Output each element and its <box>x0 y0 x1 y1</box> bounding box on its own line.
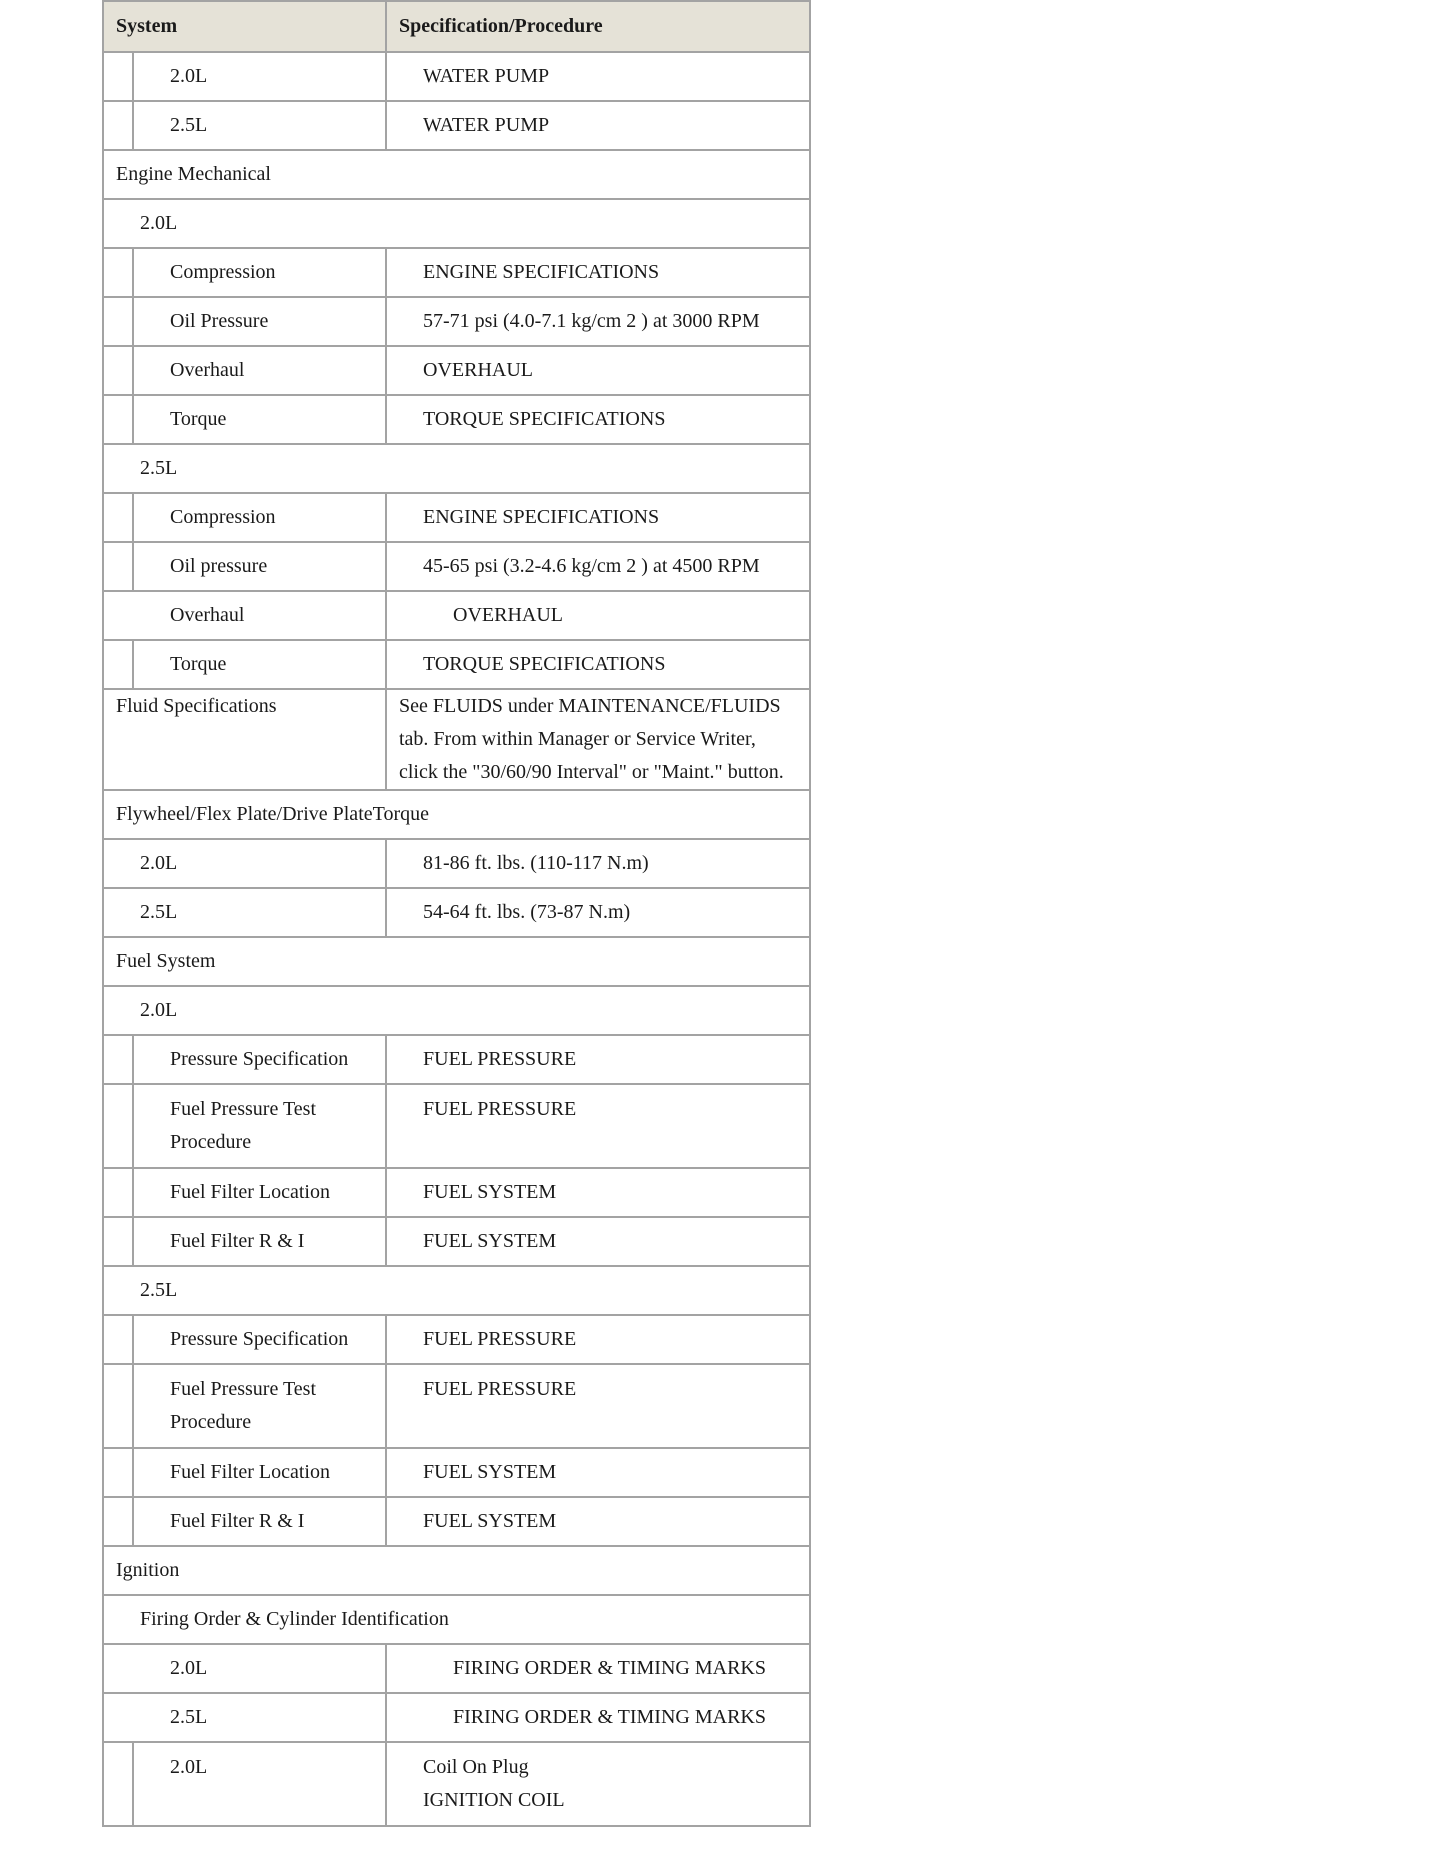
system-column-header: System <box>103 1 386 52</box>
system-cell: Fluid Specifications <box>103 689 386 790</box>
table-row <box>103 1693 810 1742</box>
spec-value: See FLUIDS under MAINTENANCE/FLUIDS tab. From within Manager or Service Writer, click the "30/60/90 Interval" or "Maint." button. <box>386 689 810 790</box>
table-row <box>103 1644 810 1693</box>
system-cell: 2.5L <box>103 1693 386 1742</box>
system-cell: Oil pressure <box>103 542 386 591</box>
system-cell: 2.0L <box>103 1644 386 1693</box>
table-row <box>103 1448 810 1497</box>
system-cell: 2.0L <box>103 839 386 888</box>
subsection-row <box>103 1595 810 1644</box>
table-row <box>103 1035 810 1084</box>
table-row <box>103 839 810 888</box>
table-row <box>103 1168 810 1217</box>
table-row <box>103 1084 810 1168</box>
system-cell: 2.5L <box>103 101 386 150</box>
section-row <box>103 1546 810 1595</box>
system-cell: Overhaul <box>103 591 386 640</box>
table-row <box>103 888 810 937</box>
spec-link[interactable]: ENGINE SPECIFICATIONS <box>386 248 810 297</box>
table-row <box>103 1742 810 1826</box>
spec-link[interactable]: FUEL PRESSURE <box>386 1364 810 1448</box>
table-row <box>103 1497 810 1546</box>
spec-link[interactable]: OVERHAUL <box>386 346 810 395</box>
table-row <box>103 1315 810 1364</box>
subsection-row <box>103 986 810 1035</box>
spec-link[interactable]: FUEL SYSTEM <box>386 1497 810 1546</box>
spec-link[interactable]: TORQUE SPECIFICATIONS <box>386 640 810 689</box>
section-row <box>103 790 810 839</box>
section-title: Fuel System <box>103 937 810 986</box>
spec-link[interactable]: ENGINE SPECIFICATIONS <box>386 493 810 542</box>
spec-link[interactable]: FUEL PRESSURE <box>386 1084 810 1168</box>
section-title: Flywheel/Flex Plate/Drive PlateTorque <box>103 790 810 839</box>
section-row <box>103 150 810 199</box>
table-row <box>103 591 810 640</box>
spec-link[interactable]: IGNITION COIL <box>423 1789 565 1811</box>
system-cell: Pressure Specification <box>103 1315 386 1364</box>
spec-value: 54-64 ft. lbs. (73-87 N.m) <box>386 888 810 937</box>
spec-link[interactable]: OVERHAUL <box>386 591 810 640</box>
table-row <box>103 1217 810 1266</box>
subsection-title: 2.0L <box>103 986 810 1035</box>
table-row <box>103 542 810 591</box>
system-cell: Fuel Pressure Test Procedure <box>103 1084 386 1168</box>
table-row <box>103 395 810 444</box>
system-cell: Compression <box>103 248 386 297</box>
table-row <box>103 346 810 395</box>
spec-value: 45-65 psi (3.2-4.6 kg/cm 2 ) at 4500 RPM <box>386 542 810 591</box>
subsection-row <box>103 1266 810 1315</box>
system-cell: Oil Pressure <box>103 297 386 346</box>
table-row <box>103 248 810 297</box>
table-row <box>103 1364 810 1448</box>
system-cell: Fuel Filter R & I <box>103 1217 386 1266</box>
system-cell: Fuel Pressure Test Procedure <box>103 1364 386 1448</box>
subsection-row <box>103 199 810 248</box>
spec-link[interactable]: WATER PUMP <box>386 101 810 150</box>
spec-value: Coil On Plug <box>423 1756 529 1778</box>
system-cell: Overhaul <box>103 346 386 395</box>
spec-link[interactable]: WATER PUMP <box>386 52 810 101</box>
system-cell: Fuel Filter Location <box>103 1448 386 1497</box>
system-cell: Pressure Specification <box>103 1035 386 1084</box>
spec-value: 57-71 psi (4.0-7.1 kg/cm 2 ) at 3000 RPM <box>386 297 810 346</box>
spec-link[interactable]: FIRING ORDER & TIMING MARKS <box>386 1693 810 1742</box>
table-row <box>103 101 810 150</box>
subsection-title: 2.5L <box>103 1266 810 1315</box>
subsection-title: Firing Order & Cylinder Identification <box>103 1595 810 1644</box>
header-row <box>103 1 810 52</box>
spec-cell <box>386 1742 810 1826</box>
section-row <box>103 937 810 986</box>
subsection-title: 2.5L <box>103 444 810 493</box>
section-title: Engine Mechanical <box>103 150 810 199</box>
spec-link[interactable]: FUEL PRESSURE <box>386 1035 810 1084</box>
table-row <box>103 297 810 346</box>
spec-column-header: Specification/Procedure <box>386 1 810 52</box>
system-cell: 2.0L <box>103 1742 386 1826</box>
table-row <box>103 689 810 790</box>
spec-value: 81-86 ft. lbs. (110-117 N.m) <box>386 839 810 888</box>
spec-link[interactable]: FIRING ORDER & TIMING MARKS <box>386 1644 810 1693</box>
subsection-row <box>103 444 810 493</box>
spec-link[interactable]: FUEL SYSTEM <box>386 1448 810 1497</box>
table-row <box>103 52 810 101</box>
system-cell: Compression <box>103 493 386 542</box>
section-title: Ignition <box>103 1546 810 1595</box>
system-cell: Fuel Filter R & I <box>103 1497 386 1546</box>
subsection-title: 2.0L <box>103 199 810 248</box>
spec-link[interactable]: FUEL SYSTEM <box>386 1168 810 1217</box>
system-cell: Torque <box>103 395 386 444</box>
table-row <box>103 493 810 542</box>
spec-link[interactable]: TORQUE SPECIFICATIONS <box>386 395 810 444</box>
system-cell: 2.5L <box>103 888 386 937</box>
specification-table <box>102 0 811 1827</box>
spec-link[interactable]: FUEL PRESSURE <box>386 1315 810 1364</box>
spec-link[interactable]: FUEL SYSTEM <box>386 1217 810 1266</box>
table-row <box>103 640 810 689</box>
system-cell: 2.0L <box>103 52 386 101</box>
system-cell: Fuel Filter Location <box>103 1168 386 1217</box>
system-cell: Torque <box>103 640 386 689</box>
